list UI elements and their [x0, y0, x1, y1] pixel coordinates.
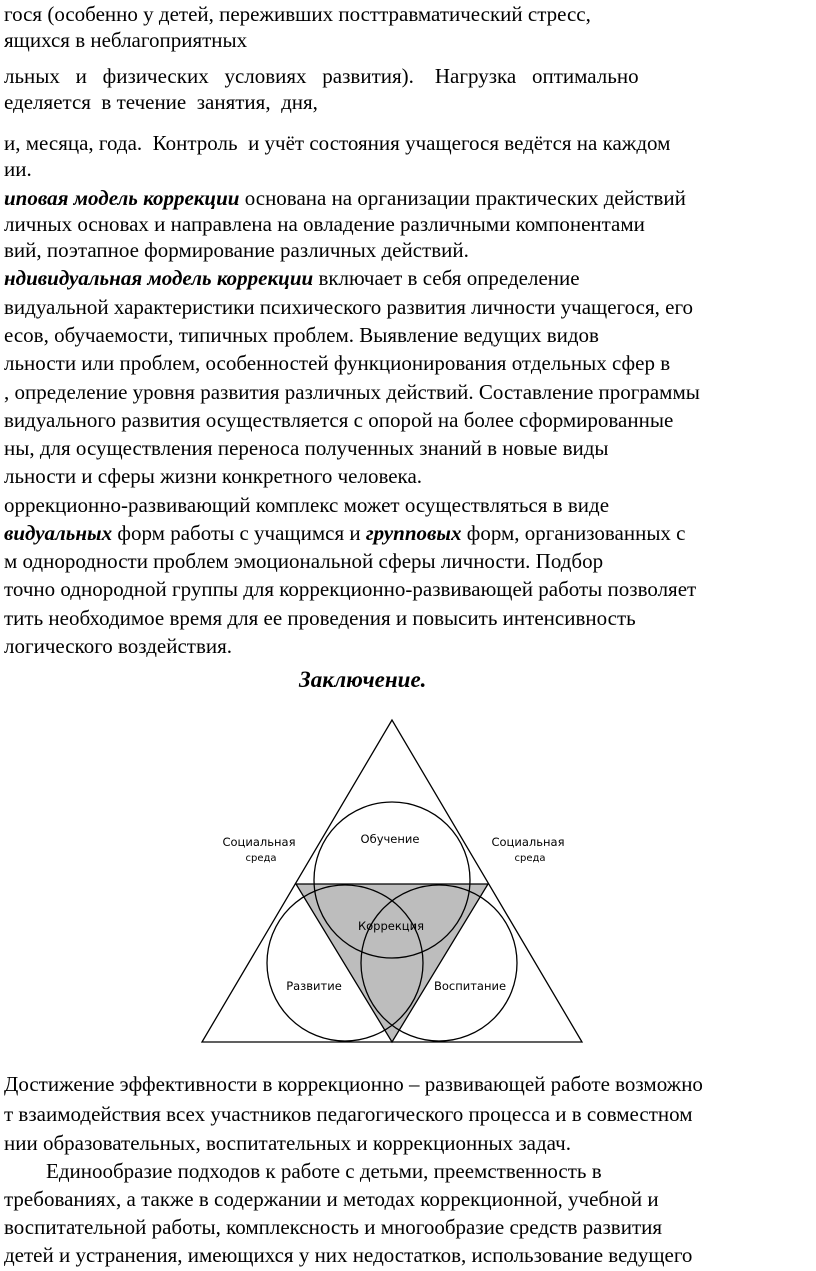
text-line: льности или проблем, особенностей функционирования отдельных сфер в [4, 351, 671, 375]
text-line: ны, для осуществления переноса полученных знаний в новые виды [4, 436, 609, 460]
diagram-label-social-right: Социальная [491, 835, 565, 849]
diagram-label-social-left-2: среда [245, 853, 277, 864]
text-line: ящихся в неблагоприятных [4, 28, 248, 52]
forms-text: форм работы с учащимся и [112, 521, 366, 545]
text-line: и, месяца, года. Контроль и учёт состояния учащегося ведётся на каждом [4, 131, 671, 155]
text-line: Достижение эффективности в коррекционно – развивающей работе возможно [4, 1072, 703, 1096]
diagram-label-learning: Обучение [360, 832, 420, 846]
text-line: воспитательной работы, комплексность и многообразие средств развития [4, 1215, 663, 1239]
typical-model-term: иповая модель коррекции [4, 186, 240, 210]
diagram-label-social-left: Социальная [222, 835, 296, 849]
diagram-label-correction: Коррекция [357, 919, 425, 933]
text-line: детей и устранения, имеющихся у них недостатков, использование ведущего [4, 1243, 693, 1267]
text-line: м однородности проблем эмоциональной сферы личности. Подбор [4, 549, 604, 573]
text-line: тить необходимое время для ее проведения и повысить интенсивность [4, 606, 636, 630]
individual-model-text: включает в себя определение [313, 266, 580, 290]
text-line: т взаимодействия всех участников педагогического процесса и в совместном [4, 1102, 693, 1126]
forms-text: форм, организованных с [461, 521, 686, 545]
text-line: , определение уровня развития различных действий. Составление программы [4, 380, 700, 404]
forms-term-individual: видуальных [4, 521, 113, 545]
section-heading: Заключение. [299, 667, 427, 692]
text-line: видуального развития осуществляется с опорой на более сформированные [4, 408, 674, 432]
diagram-label-social-right-2: среда [514, 853, 546, 864]
text-line: личных основах и направлена на овладение различными компонентами [4, 212, 645, 236]
text-line: еделяется в течение занятия, дня, [4, 90, 318, 114]
text-line: ии. [4, 157, 32, 181]
text-line: оррекционно-развивающий комплекс может осуществляться в виде [4, 493, 610, 517]
text-line: требованиях, а также в содержании и методах коррекционной, учебной и [4, 1187, 659, 1211]
text-line: точно однородной группы для коррекционно-развивающей работы позволяет [4, 577, 697, 601]
typical-model-text: основана на организации практических действий [239, 186, 686, 210]
text-line: нии образовательных, воспитательных и коррекционных задач. [4, 1131, 571, 1155]
diagram-label-upbringing: Воспитание [433, 979, 507, 993]
forms-term-group: групповых [365, 521, 462, 545]
text-line: есов, обучаемости, типичных проблем. Выявление ведущих видов [4, 323, 599, 347]
individual-model-term: ндивидуальная модель коррекции [4, 266, 314, 290]
text-line: льности и сферы жизни конкретного человека. [4, 464, 423, 488]
diagram-label-development: Развитие [286, 979, 342, 993]
correction-triangle [296, 884, 488, 1042]
text-line: гося (особенно у детей, переживших посттравматический стресс, [4, 2, 591, 26]
text-line: вий, поэтапное формирование различных действий. [4, 238, 469, 262]
text-line: логического воздействия. [4, 634, 233, 658]
text-line: видуальной характеристики психического развития личности учащегося, его [4, 295, 694, 319]
text-line: льных и физических условиях развития). Нагрузка оптимально [4, 64, 639, 88]
text-line: Единообразие подходов к работе с детьми, преемственность в [4, 1159, 602, 1183]
